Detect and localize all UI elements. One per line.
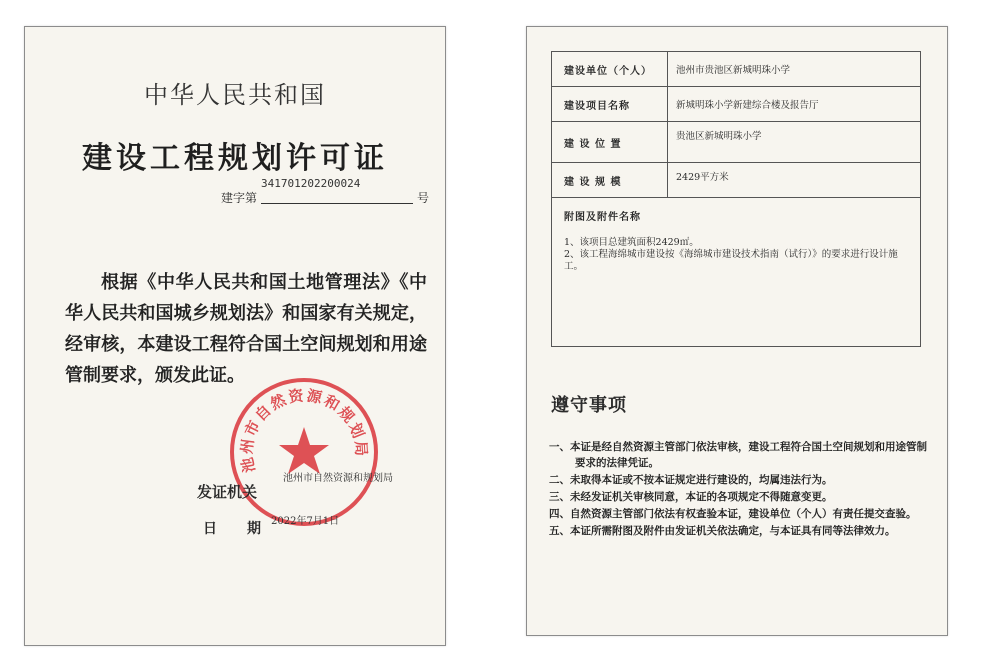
legal-basis (65, 267, 427, 391)
row-label: 建设项目名称 (552, 87, 668, 121)
table-row (552, 52, 920, 87)
attachments-title: 附图及附件名称 (564, 212, 641, 223)
certificate-left-page (24, 26, 446, 646)
issuer-name: 池州市自然资源和规划局 (283, 473, 393, 484)
table-row (552, 163, 920, 198)
certificate-right-page (526, 26, 948, 636)
rules-title: 遵守事项 (551, 395, 627, 416)
table-row (552, 87, 920, 122)
legal-basis-text: 根据《中华人民共和国土地管理法》《中华人民共和国城乡规划法》和国家有关规定，经审核，本建设工程符合国土空间规划和用途管制要求，颁发此证。 (65, 272, 427, 386)
project-info-table (551, 51, 921, 347)
row-label: 建设单位（个人） (552, 52, 668, 86)
attachments-section (552, 198, 920, 346)
certificate-title: 建设工程规划许可证 (82, 141, 388, 176)
number-suffix: 号 (417, 191, 430, 205)
table-row (552, 122, 920, 163)
row-value: 2429平方米 (676, 172, 729, 183)
row-label: 建 设 规 模 (552, 163, 668, 197)
issue-date: 2022年7月1日 (271, 516, 340, 527)
number-prefix: 建字第 (221, 191, 258, 205)
rule-item: 一、本证是经自然资源主管部门依法审核，建设工程符合国土空间规划和用途管制要求的法律凭证。 (549, 441, 927, 469)
rule-item: 三、未经发证机关审核同意，本证的各项规定不得随意变更。 (549, 491, 833, 503)
country-name: 中华人民共和国 (144, 81, 326, 109)
rule-item: 五、本证所需附图及附件由发证机关依法确定，与本证具有同等法律效力。 (549, 525, 896, 537)
svg-text:池州市自然资源和规划局: 池州市自然资源和规划局 (237, 386, 371, 475)
row-value: 贵池区新城明珠小学 (676, 131, 762, 142)
attachment-item: 2、该工程海绵城市建设按《海绵城市建设技术指南（试行）》的要求进行设计施工。 (564, 249, 898, 272)
row-label: 建 设 位 置 (552, 122, 668, 162)
row-value: 池州市贵池区新城明珠小学 (676, 65, 791, 76)
official-seal-icon (227, 375, 381, 529)
row-value: 新城明珠小学新建综合楼及报告厅 (676, 100, 819, 111)
rules-list (549, 439, 927, 540)
issuer-label: 发证机关 (197, 483, 258, 501)
rule-item: 四、自然资源主管部门依法有权查验本证，建设单位（个人）有责任提交查验。 (549, 508, 917, 520)
certificate-number: 341701202200024 (261, 177, 361, 190)
attachment-item: 1、该项目总建筑面积2429㎡。 (564, 237, 699, 248)
rule-item: 二、未取得本证或不按本证规定进行建设的，均属违法行为。 (549, 474, 833, 486)
certificate-number-underline (261, 203, 413, 204)
date-label: 日期 (203, 521, 291, 537)
